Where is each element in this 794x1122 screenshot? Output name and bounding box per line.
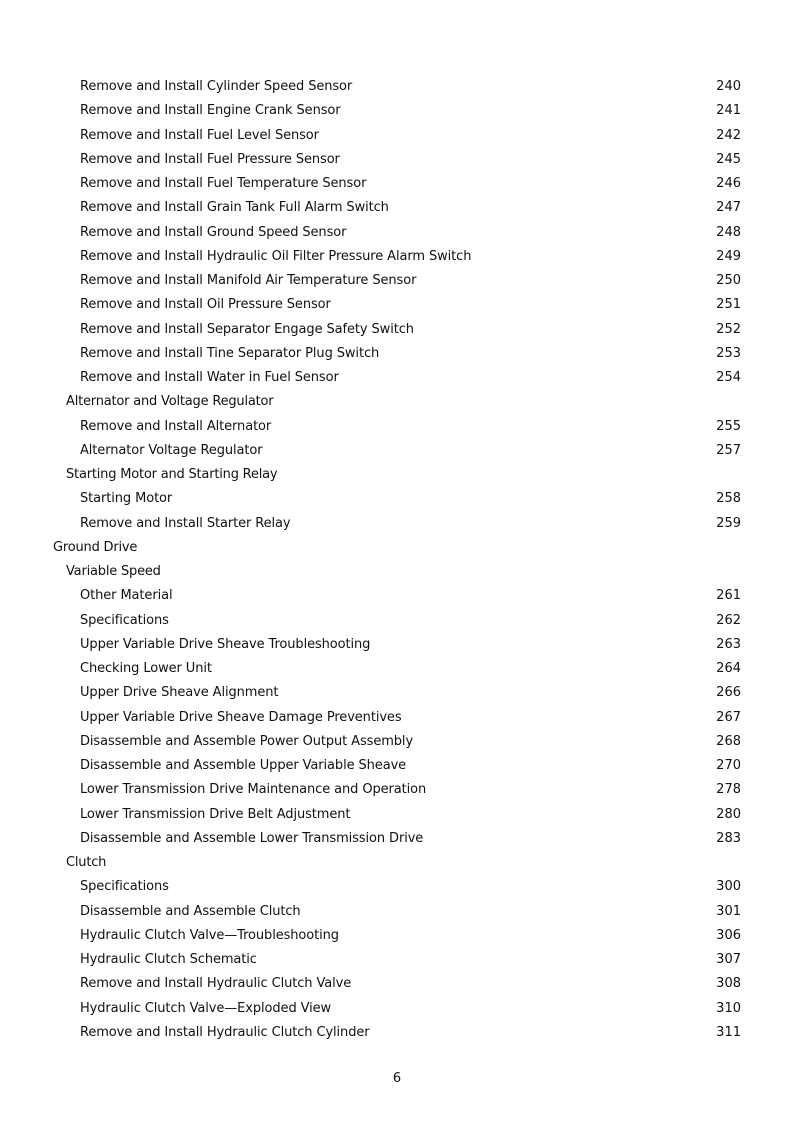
toc-entry-page-number: 247 [716,200,741,216]
toc-entry[interactable] [0,948,794,972]
toc-entry[interactable] [0,730,794,754]
toc-entry-page-number: 310 [716,1000,741,1016]
toc-entry-page-number: 268 [716,733,741,749]
toc-entry-page-number: 240 [716,79,741,94]
toc-entry[interactable] [0,342,794,366]
toc-entry-page-number: 257 [716,442,741,458]
toc-entry-page-number: 308 [716,976,741,992]
toc-entry-title: Disassemble and Assemble Clutch [80,903,301,919]
toc-entry-title: Alternator and Voltage Regulator [66,394,274,410]
toc-entry-page-number: 251 [716,297,741,313]
toc-entry-title: Other Material [80,588,173,604]
toc-entry-title: Disassemble and Assemble Power Output Assembly [80,733,414,749]
toc-entry-title: Remove and Install Alternator [80,418,272,434]
toc-entry[interactable] [0,75,794,99]
toc-entry[interactable] [0,827,794,851]
toc-entry[interactable] [0,972,794,996]
toc-entry-page-number: 278 [716,782,741,798]
page-number: 6 [392,1071,402,1086]
toc-entry-title: Upper Drive Sheave Alignment [80,685,279,701]
toc-entry-title: Lower Transmission Drive Belt Adjustment [80,806,351,822]
toc-entry-title: Remove and Install Hydraulic Oil Filter Pressure Alarm Switch [80,248,472,264]
toc-entry-title: Upper Variable Drive Sheave Troubleshooting [80,636,371,652]
toc-entry[interactable] [0,221,794,245]
toc-entry[interactable] [0,584,794,608]
toc-entry-page-number: 242 [716,127,741,143]
toc-entry-page-number: 241 [716,103,741,119]
toc-entry[interactable] [0,318,794,342]
toc-entry-page-number: 306 [716,927,741,943]
toc-entry-title: Remove and Install Separator Engage Safety Switch [80,321,414,337]
toc-entry[interactable] [0,609,794,633]
toc-section-heading [0,536,794,560]
toc-entry-page-number: 300 [716,879,741,895]
toc-entry-title: Remove and Install Engine Crank Sensor [80,103,341,119]
toc-entry[interactable] [0,196,794,220]
toc-entry-page-number: 254 [716,370,741,385]
toc-entry-page-number: 264 [716,661,741,676]
toc-entry-page-number: 307 [716,952,741,967]
toc-entry-title: Specifications [80,612,169,628]
toc-section-heading [0,463,794,487]
toc-entry[interactable] [0,439,794,463]
toc-entry-page-number: 250 [716,273,741,288]
toc-entry-title: Remove and Install Fuel Level Sensor [80,127,319,143]
toc-entry[interactable] [0,803,794,827]
table-of-contents [0,75,794,1045]
toc-entry-page-number: 270 [716,758,741,773]
toc-entry-title: Hydraulic Clutch Valve—Exploded View [80,1000,332,1016]
toc-entry[interactable] [0,124,794,148]
toc-entry-title: Remove and Install Cylinder Speed Sensor [80,79,353,94]
toc-entry[interactable] [0,657,794,681]
toc-entry-title: Disassemble and Assemble Upper Variable Sheave [80,758,407,773]
toc-entry-title: Hydraulic Clutch Valve—Troubleshooting [80,927,339,943]
toc-entry-title: Variable Speed [66,564,161,579]
toc-entry-title: Remove and Install Water in Fuel Sensor [80,370,339,385]
toc-entry-page-number: 262 [716,612,741,628]
toc-entry-page-number: 301 [716,903,741,919]
toc-entry[interactable] [0,148,794,172]
toc-entry[interactable] [0,366,794,390]
toc-entry[interactable] [0,681,794,705]
toc-entry-page-number: 261 [716,588,741,604]
toc-entry[interactable] [0,875,794,899]
toc-entry-title: Remove and Install Starter Relay [80,515,291,531]
toc-entry-title: Specifications [80,879,169,895]
toc-entry-title: Clutch [66,855,107,870]
toc-entry-page-number: 258 [716,491,741,507]
toc-entry[interactable] [0,487,794,511]
toc-entry-title: Remove and Install Fuel Pressure Sensor [80,151,340,167]
toc-entry-title: Remove and Install Oil Pressure Sensor [80,297,331,313]
toc-entry-page-number: 249 [716,248,741,264]
toc-entry-page-number: 255 [716,418,741,434]
toc-entry-title: Remove and Install Manifold Air Temperature Sensor [80,273,417,288]
toc-entry-title: Upper Variable Drive Sheave Damage Preventives [80,709,402,725]
toc-entry-title: Disassemble and Assemble Lower Transmission Drive [80,830,424,846]
toc-entry-title: Ground Drive [53,539,138,555]
toc-entry-title: Starting Motor [80,491,173,507]
toc-entry-page-number: 263 [716,636,741,652]
toc-entry-page-number: 283 [716,830,741,846]
toc-entry-page-number: 280 [716,806,741,822]
toc-entry-title: Alternator Voltage Regulator [80,442,263,458]
toc-entry[interactable] [0,754,794,778]
toc-entry[interactable] [0,706,794,730]
toc-entry[interactable] [0,245,794,269]
toc-entry-page-number: 253 [716,345,741,361]
toc-entry-title: Remove and Install Tine Separator Plug Switch [80,345,380,361]
toc-entry-title: Remove and Install Ground Speed Sensor [80,224,347,240]
toc-entry[interactable] [0,900,794,924]
toc-entry[interactable] [0,415,794,439]
toc-entry-title: Remove and Install Grain Tank Full Alarm Switch [80,200,389,216]
toc-entry-page-number: 245 [716,151,741,167]
toc-entry-page-number: 252 [716,321,741,337]
toc-section-heading [0,560,794,584]
toc-entry[interactable] [0,99,794,123]
toc-entry-page-number: 246 [716,176,741,191]
toc-entry[interactable] [0,633,794,657]
toc-entry-page-number: 311 [716,1024,741,1040]
toc-entry-title: Starting Motor and Starting Relay [66,467,278,482]
toc-entry[interactable] [0,269,794,293]
toc-entry-title: Remove and Install Hydraulic Clutch Valve [80,976,352,992]
toc-entry-page-number: 266 [716,685,741,701]
toc-entry-title: Lower Transmission Drive Maintenance and Operation [80,782,427,798]
toc-section-heading [0,851,794,875]
toc-entry-title: Remove and Install Fuel Temperature Sensor [80,176,367,191]
toc-entry[interactable] [0,778,794,802]
toc-entry-title: Remove and Install Hydraulic Clutch Cylinder [80,1024,370,1040]
toc-entry[interactable] [0,293,794,317]
toc-section-heading [0,390,794,414]
toc-entry[interactable] [0,997,794,1021]
toc-entry[interactable] [0,1021,794,1045]
toc-entry-title: Hydraulic Clutch Schematic [80,952,257,967]
toc-entry-page-number: 267 [716,709,741,725]
toc-entry-page-number: 248 [716,224,741,240]
toc-entry[interactable] [0,512,794,536]
toc-entry[interactable] [0,924,794,948]
toc-entry-title: Checking Lower Unit [80,661,212,676]
toc-entry[interactable] [0,172,794,196]
toc-entry-page-number: 259 [716,515,741,531]
